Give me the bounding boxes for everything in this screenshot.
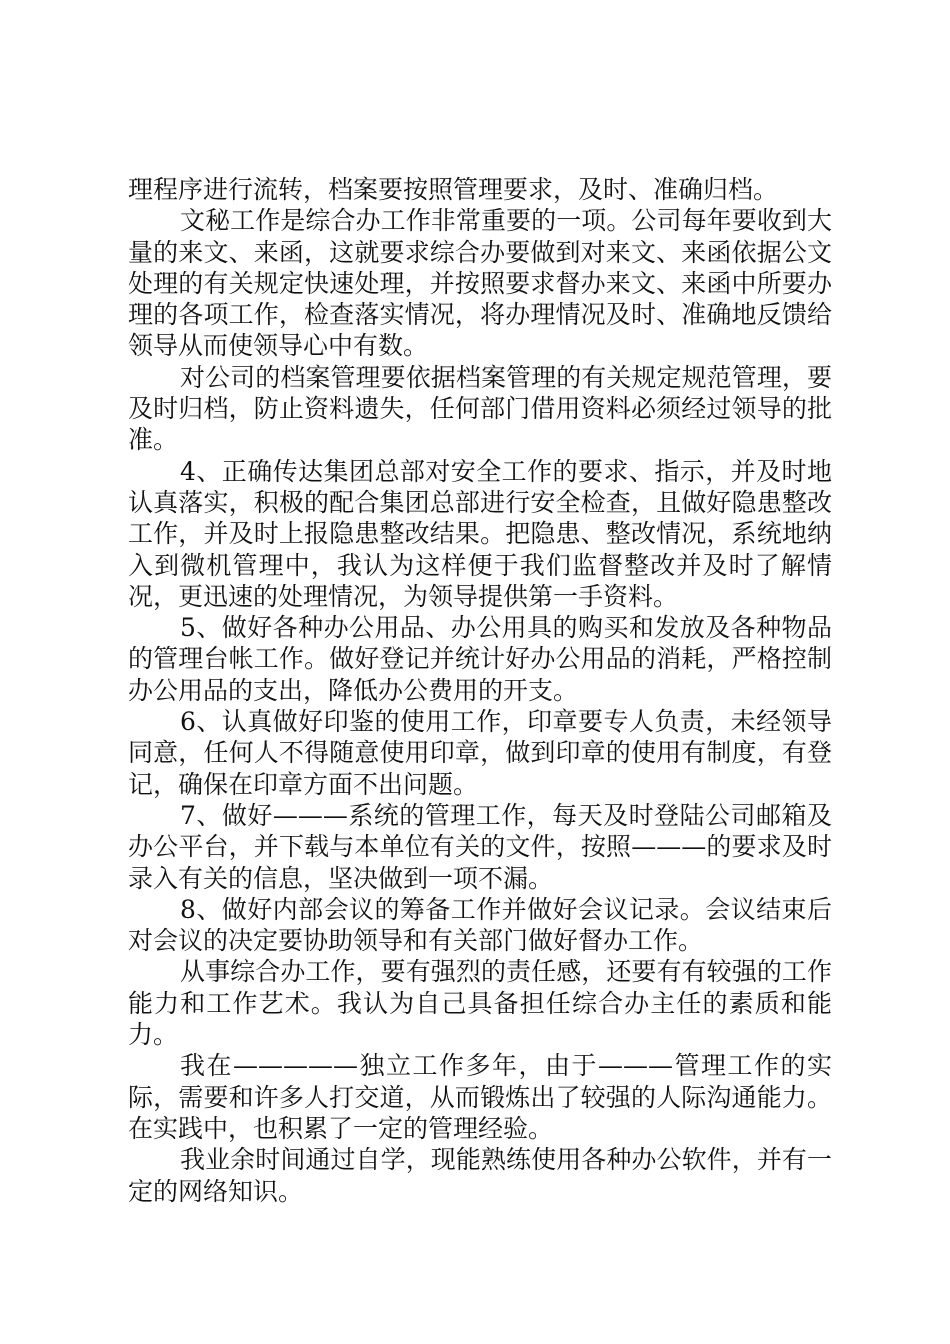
paragraph-item-4-safety: 4、正确传达集团总部对安全工作的要求、指示，并及时地认真落实，积极的配合集团总部进行安全检查，且做好隐患整改工作，并及时上报隐患整改结果。把隐患、整改情况，系统地纳入到微机管理中，我认为这样便于我们监督整改并及时了解情况，更迅速的处理情况，为领导提供第一手资料。 bbox=[128, 456, 832, 611]
paragraph-continuation: 理程序进行流转，档案要按照管理要求，及时、准确归档。 bbox=[128, 175, 779, 204]
paragraph-item-5-office-supplies: 5、做好各种办公用品、办公用具的购买和发放及各种物品的管理台帐工作。做好登记并统计好办公用品的消耗，严格控制办公用品的支出，降低办公费用的开支。 bbox=[128, 613, 832, 705]
paragraph-experience: 我在—————独立工作多年，由于———管理工作的实际，需要和许多人打交道，从而锻炼出了较强的人际沟通能力。在实践中，也积累了一定的管理经验。 bbox=[128, 1051, 832, 1143]
document-body bbox=[128, 174, 832, 1207]
paragraph-secretarial-work: 文秘工作是综合办工作非常重要的一项。公司每年要收到大量的来文、来函，这就要求综合办要做到对来文、来函依据公文处理的有关规定快速处理，并按照要求督办来文、来函中所要办理的各项工作，检查落实情况，将办理情况及时、准确地反馈给领导从而使领导心中有数。 bbox=[128, 206, 832, 361]
paragraph-responsibility: 从事综合办工作，要有强烈的责任感，还要有有较强的工作能力和工作艺术。我认为自己具备担任综合办主任的素质和能力。 bbox=[128, 957, 832, 1050]
paragraph-item-6-seals: 6、认真做好印鉴的使用工作，印章要专人负责，未经领导同意，任何人不得随意使用印章，做到印章的使用有制度，有登记，确保在印章方面不出问题。 bbox=[128, 707, 832, 799]
paragraph-self-study: 我业余时间通过自学，现能熟练使用各种办公软件，并有一定的网络知识。 bbox=[128, 1145, 832, 1206]
paragraph-archive-management: 对公司的档案管理要依据档案管理的有关规定规范管理，要及时归档，防止资料遗失，任何部门借用资料必须经过领导的批准。 bbox=[128, 362, 832, 455]
paragraph-item-7-system: 7、做好———系统的管理工作，每天及时登陆公司邮箱及办公平台，并下载与本单位有关的文件，按照———的要求及时录入有关的信息，坚决做到一项不漏。 bbox=[128, 800, 832, 893]
paragraph-item-8-meetings: 8、做好内部会议的筹备工作并做好会议记录。会议结束后对会议的决定要协助领导和有关部门做好督办工作。 bbox=[128, 894, 832, 956]
